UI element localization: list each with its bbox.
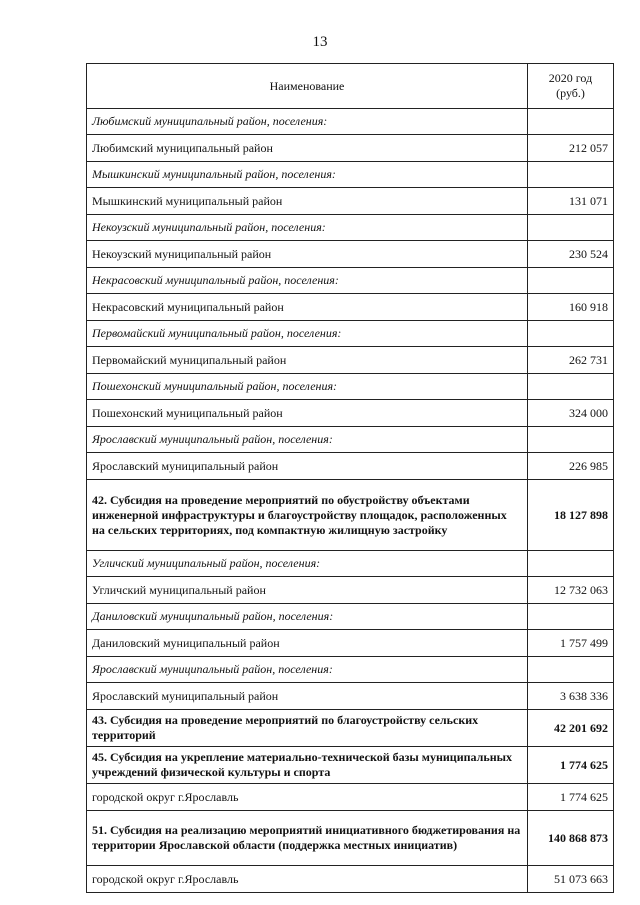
subsidy-name: 43. Субсидия на проведение мероприятий по благоустройству сельских территорий [87, 710, 528, 747]
row-amount [528, 215, 614, 241]
row-amount [528, 374, 614, 400]
subsidy-row [87, 710, 614, 747]
row-amount [528, 321, 614, 347]
row-name: Любимский муниципальный район [87, 135, 528, 162]
table-row [87, 135, 614, 162]
column-header-name: Наименование [87, 64, 528, 109]
district-heading: Ярославский муниципальный район, поселения: [87, 427, 528, 453]
row-name: Мышкинский муниципальный район [87, 188, 528, 215]
district-heading: Некрасовский муниципальный район, поселения: [87, 268, 528, 294]
district-heading: Пошехонский муниципальный район, поселения: [87, 374, 528, 400]
table-row [87, 784, 614, 811]
row-name: Даниловский муниципальный район [87, 630, 528, 657]
district-heading-row [87, 427, 614, 453]
row-amount: 160 918 [528, 294, 614, 321]
district-heading-row [87, 551, 614, 577]
row-amount [528, 109, 614, 135]
row-amount [528, 551, 614, 577]
subsidy-amount: 42 201 692 [528, 710, 614, 747]
table-row [87, 400, 614, 427]
district-heading-row [87, 215, 614, 241]
row-amount [528, 657, 614, 683]
district-heading-row [87, 109, 614, 135]
budget-table [86, 63, 614, 893]
row-amount: 3 638 336 [528, 683, 614, 710]
table-header-row [87, 64, 614, 109]
district-heading: Первомайский муниципальный район, поселения: [87, 321, 528, 347]
table-row [87, 683, 614, 710]
district-heading-row [87, 321, 614, 347]
row-amount: 12 732 063 [528, 577, 614, 604]
district-heading-row [87, 657, 614, 683]
row-name: Некоузский муниципальный район [87, 241, 528, 268]
row-amount [528, 604, 614, 630]
district-heading: Любимский муниципальный район, поселения: [87, 109, 528, 135]
row-amount [528, 268, 614, 294]
row-amount [528, 427, 614, 453]
row-amount: 212 057 [528, 135, 614, 162]
district-heading-row [87, 604, 614, 630]
row-amount: 131 071 [528, 188, 614, 215]
row-name: Угличский муниципальный район [87, 577, 528, 604]
row-amount: 324 000 [528, 400, 614, 427]
row-amount: 226 985 [528, 453, 614, 480]
table-row [87, 453, 614, 480]
row-amount [528, 162, 614, 188]
subsidy-row [87, 480, 614, 551]
row-name: городской округ г.Ярославль [87, 784, 528, 811]
page-number: 13 [312, 34, 328, 50]
table-row [87, 241, 614, 268]
row-name: Ярославский муниципальный район [87, 453, 528, 480]
row-amount: 1 757 499 [528, 630, 614, 657]
table-row [87, 294, 614, 321]
subsidy-amount: 1 774 625 [528, 747, 614, 784]
table-row [87, 630, 614, 657]
subsidy-row [87, 747, 614, 784]
district-heading-row [87, 374, 614, 400]
row-name: Ярославский муниципальный район [87, 683, 528, 710]
subsidy-name: 45. Субсидия на укрепление материально-технической базы муниципальных учреждений физической культуры и спорта [87, 747, 528, 784]
subsidy-row [87, 811, 614, 866]
column-header-unit: (руб.) [556, 86, 585, 100]
row-name: городской округ г.Ярославль [87, 866, 528, 893]
column-header-year: 2020 год [548, 71, 593, 85]
district-heading: Угличский муниципальный район, поселения: [87, 551, 528, 577]
row-amount: 230 524 [528, 241, 614, 268]
district-heading: Даниловский муниципальный район, поселения: [87, 604, 528, 630]
district-heading: Ярославский муниципальный район, поселения: [87, 657, 528, 683]
subsidy-name: 51. Субсидия на реализацию мероприятий инициативного бюджетирования на территории Ярославской области (поддержка местных инициатив) [87, 811, 528, 866]
table-body [87, 109, 614, 893]
table-row [87, 866, 614, 893]
subsidy-amount: 140 868 873 [528, 811, 614, 866]
row-amount: 1 774 625 [528, 784, 614, 811]
district-heading: Мышкинский муниципальный район, поселения: [87, 162, 528, 188]
table-row [87, 188, 614, 215]
district-heading-row [87, 162, 614, 188]
column-header-value [528, 64, 614, 109]
row-amount: 262 731 [528, 347, 614, 374]
row-name: Пошехонский муниципальный район [87, 400, 528, 427]
subsidy-name: 42. Субсидия на проведение мероприятий по обустройству объектами инженерной инфраструктуры и благоустройству площадок, расположенных на сельских территориях, под компактную жилищную застройку [87, 480, 528, 551]
district-heading-row [87, 268, 614, 294]
table-row [87, 577, 614, 604]
district-heading: Некоузский муниципальный район, поселения: [87, 215, 528, 241]
table-row [87, 347, 614, 374]
row-name: Первомайский муниципальный район [87, 347, 528, 374]
row-name: Некрасовский муниципальный район [87, 294, 528, 321]
subsidy-amount: 18 127 898 [528, 480, 614, 551]
row-amount: 51 073 663 [528, 866, 614, 893]
